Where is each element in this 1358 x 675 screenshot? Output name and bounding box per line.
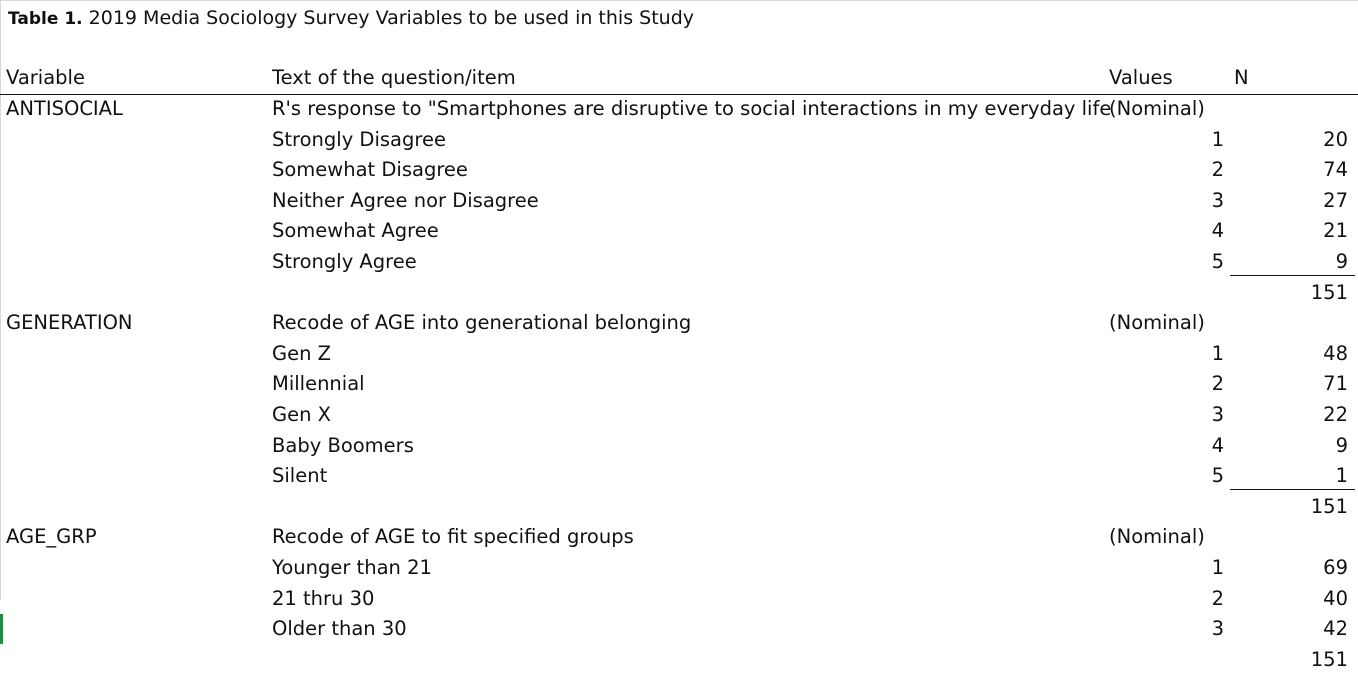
response-label: Younger than 21	[272, 556, 432, 579]
variable-name: AGE_GRP	[6, 525, 97, 549]
response-value: 3	[1211, 617, 1224, 641]
response-count: 21	[1323, 219, 1348, 243]
response-label: Baby Boomers	[272, 433, 414, 457]
frame-border-top	[0, 0, 1358, 1]
response-label: Neither Agree nor Disagree	[272, 188, 539, 212]
table-row	[0, 553, 1358, 583]
table-row	[0, 247, 1358, 277]
response-count: 20	[1323, 127, 1348, 151]
table-header-row	[0, 63, 1358, 93]
response-count: 74	[1323, 158, 1348, 182]
table-row	[0, 216, 1358, 246]
header-question: Text of the question/item	[272, 66, 516, 89]
variable-row	[0, 94, 1358, 124]
table-row	[0, 186, 1358, 216]
response-value: 4	[1211, 219, 1224, 243]
header-n: N	[1234, 66, 1249, 89]
response-label: Strongly Disagree	[272, 127, 446, 151]
response-value: 1	[1211, 341, 1224, 365]
response-value: 3	[1211, 403, 1224, 426]
response-value: 5	[1211, 464, 1224, 488]
table-caption	[8, 6, 694, 31]
table-row	[0, 461, 1358, 491]
response-count: 48	[1323, 341, 1348, 365]
total-count: 151	[1310, 647, 1348, 671]
scale-type: (Nominal)	[1109, 97, 1205, 120]
total-count: 151	[1310, 280, 1348, 304]
table-row	[0, 339, 1358, 369]
variable-name: ANTISOCIAL	[6, 97, 123, 120]
response-count: 22	[1323, 403, 1348, 426]
total-row	[0, 645, 1358, 675]
response-label: Silent	[272, 464, 328, 488]
response-value: 3	[1211, 188, 1224, 212]
variable-row	[0, 522, 1358, 552]
header-variable: Variable	[6, 66, 85, 89]
table-row	[0, 614, 1358, 644]
table-row	[0, 431, 1358, 461]
caption-text: 2019 Media Sociology Survey Variables to be used in this Study	[88, 7, 694, 29]
table-row	[0, 125, 1358, 155]
response-value: 1	[1211, 127, 1224, 151]
scale-type: (Nominal)	[1109, 311, 1205, 335]
response-value: 2	[1211, 586, 1224, 610]
total-count: 151	[1310, 494, 1348, 518]
response-count: 71	[1323, 372, 1348, 396]
question-text: Recode of AGE to fit specified groups	[272, 525, 634, 549]
scale-type: (Nominal)	[1109, 525, 1205, 549]
cell-selection-marker	[0, 614, 3, 644]
table-row	[0, 155, 1358, 185]
response-label: Millennial	[272, 372, 365, 396]
response-count: 69	[1323, 556, 1348, 579]
question-text: Recode of AGE into generational belonging	[272, 311, 692, 335]
table-row	[0, 400, 1358, 430]
response-count: 9	[1335, 433, 1348, 457]
table-row	[0, 584, 1358, 614]
response-count: 9	[1335, 250, 1348, 273]
response-value: 1	[1211, 556, 1224, 579]
total-underline	[1230, 275, 1355, 276]
response-count: 42	[1323, 617, 1348, 641]
response-label: Gen X	[272, 403, 332, 426]
response-value: 5	[1211, 250, 1224, 273]
response-value: 2	[1211, 158, 1224, 182]
response-label: Older than 30	[272, 617, 407, 641]
response-count: 40	[1323, 586, 1348, 610]
response-label: Strongly Agree	[272, 250, 417, 273]
response-value: 4	[1211, 433, 1224, 457]
response-label: Somewhat Agree	[272, 219, 439, 243]
response-count: 27	[1323, 188, 1348, 212]
question-text: R's response to "Smartphones are disruptive to social interactions in my everyday life	[272, 97, 1112, 120]
response-count: 1	[1335, 464, 1348, 488]
total-row	[0, 492, 1358, 522]
variable-row	[0, 308, 1358, 338]
table-row	[0, 369, 1358, 399]
total-row	[0, 278, 1358, 308]
variable-name: GENERATION	[6, 311, 133, 335]
header-values: Values	[1109, 66, 1173, 89]
response-label: Somewhat Disagree	[272, 158, 468, 182]
response-value: 2	[1211, 372, 1224, 396]
total-underline	[1230, 489, 1355, 490]
response-label: 21 thru 30	[272, 586, 375, 610]
response-label: Gen Z	[272, 341, 332, 365]
caption-label: Table 1.	[8, 9, 83, 29]
